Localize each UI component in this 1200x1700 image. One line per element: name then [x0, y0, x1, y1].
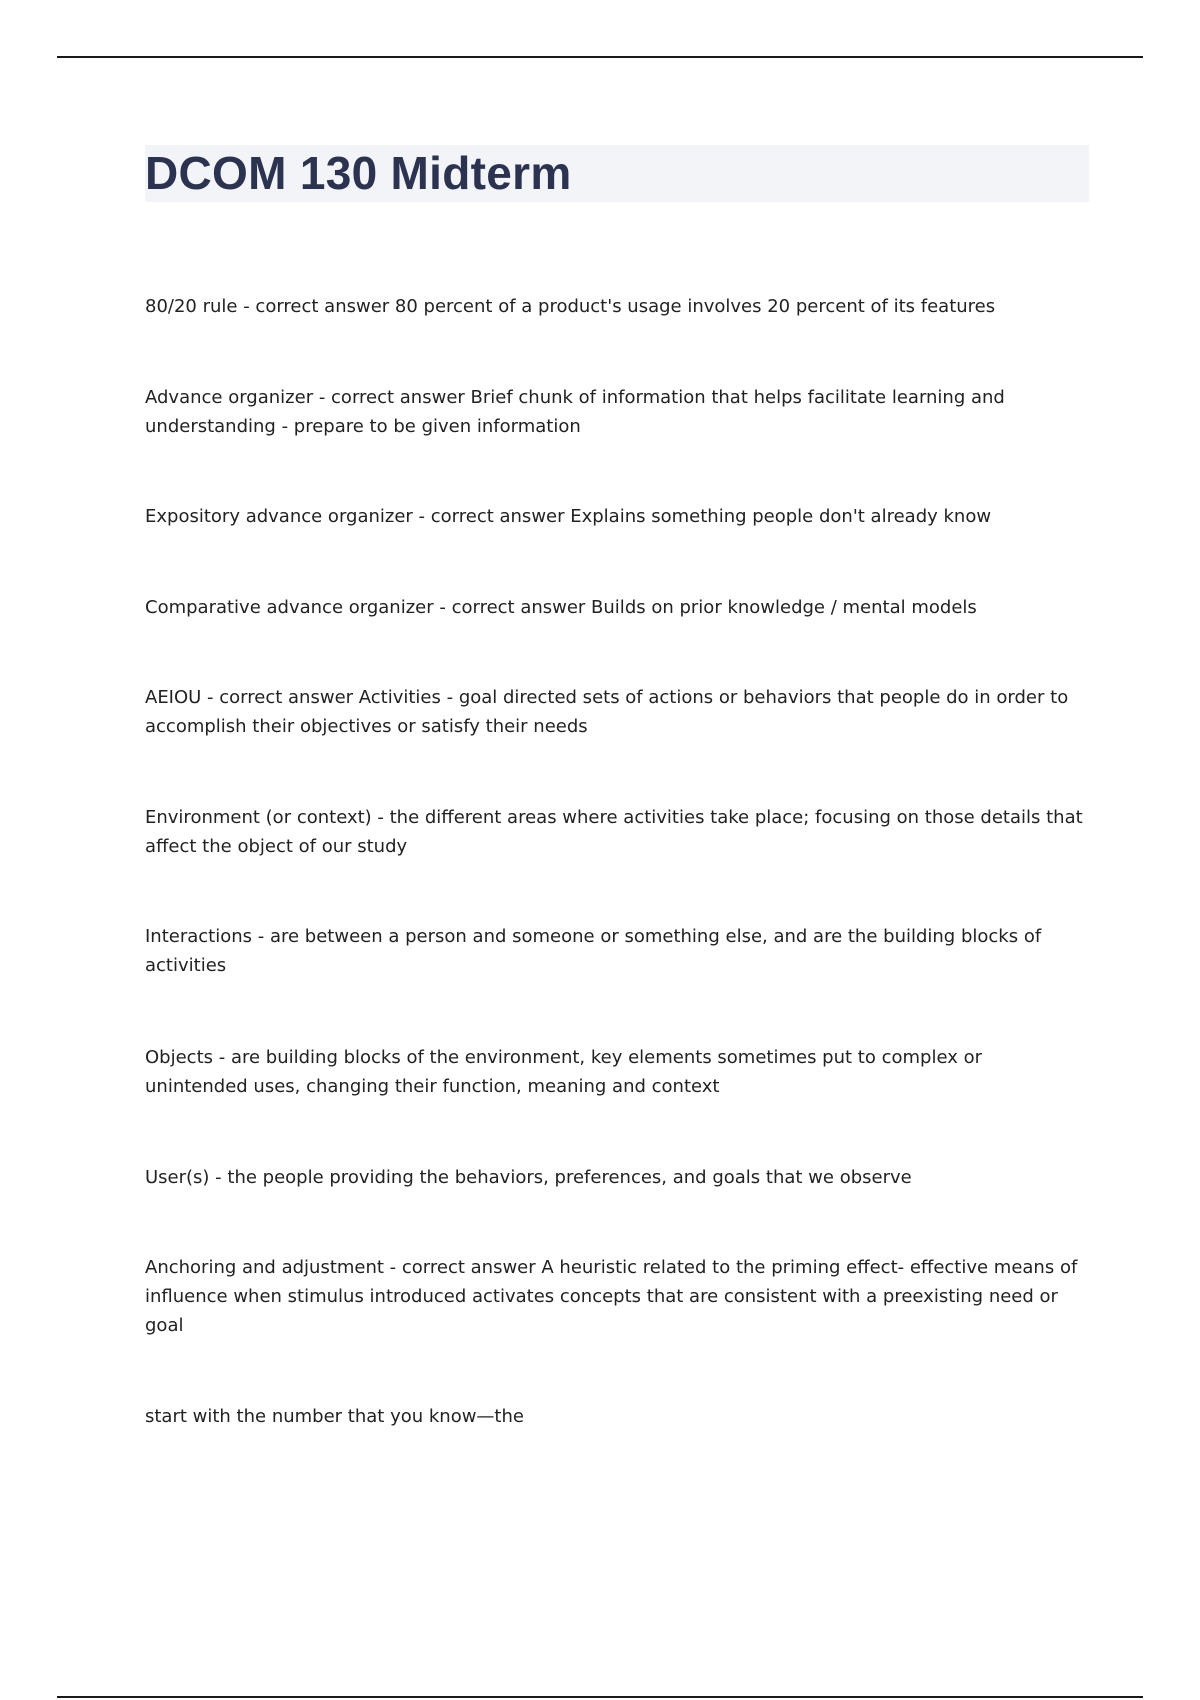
entry-expository-advance-organizer: Expository advance organizer - correct answer Explains something people don't already know — [145, 506, 992, 527]
entry-environment: Environment (or context) - the different areas where activities take place; focusing on those details that affect the object of our study — [145, 807, 1083, 857]
entry-interactions: Interactions - are between a person and someone or something else, and are the building blocks of activities — [145, 926, 1042, 976]
entry-users: User(s) - the people providing the behaviors, preferences, and goals that we observe — [145, 1167, 912, 1188]
entry-anchoring-and-adjustment: Anchoring and adjustment - correct answer A heuristic related to the priming effect- effective means of influence when stimulus introduced activates concepts that are consistent with a preexisting need or goal — [145, 1257, 1078, 1336]
entry-80-20-rule: 80/20 rule - correct answer 80 percent of a product's usage involves 20 percent of its features — [145, 296, 996, 317]
entry-objects: Objects - are building blocks of the environment, key elements sometimes put to complex or unintended uses, changing their function, meaning and context — [145, 1047, 982, 1097]
entry-aeiou-activities: AEIOU - correct answer Activities - goal directed sets of actions or behaviors that people do in order to accomplish their objectives or satisfy their needs — [145, 687, 1069, 737]
top-rule — [57, 56, 1143, 58]
entry-start-with-number: start with the number that you know—the — [145, 1406, 524, 1427]
entry-advance-organizer: Advance organizer - correct answer Brief chunk of information that helps facilitate learning and understanding - prepare to be given information — [145, 387, 1005, 437]
entry-comparative-advance-organizer: Comparative advance organizer - correct answer Builds on prior knowledge / mental models — [145, 597, 977, 618]
document-title: DCOM 130 Midterm — [145, 147, 572, 199]
bottom-rule — [57, 1696, 1143, 1698]
